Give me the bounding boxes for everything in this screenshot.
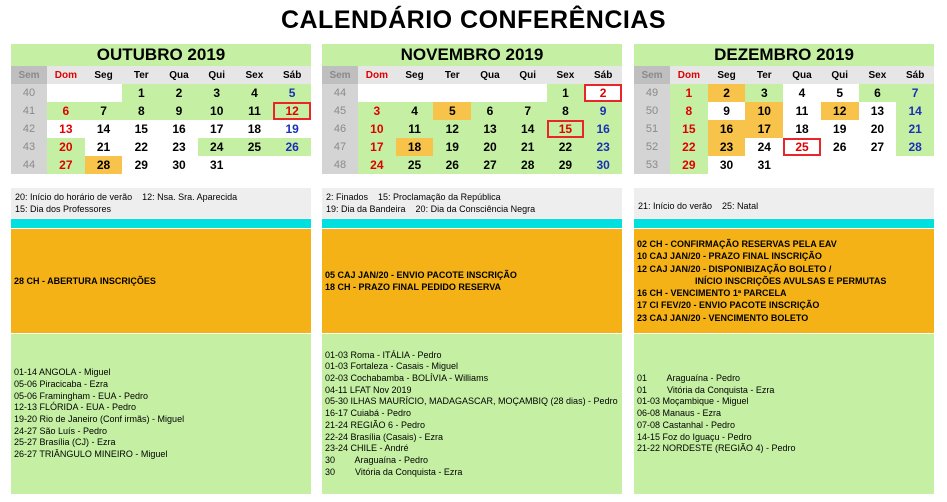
day-cell: 7: [509, 102, 547, 120]
event-line: 30 Vitória da Conquista - Ezra: [325, 466, 463, 477]
holiday-notes: [11, 188, 311, 218]
event-line: 25-27 Brasília (CJ) - Ezra: [14, 437, 116, 448]
event-line: 21-24 REGIÃO 6 - Pedro: [325, 419, 426, 430]
day-cell: 11: [783, 102, 821, 120]
day-cell: 30: [584, 156, 622, 174]
event-line: 01-03 Moçambique - Miguel: [637, 396, 749, 407]
day-cell: 21: [509, 138, 547, 156]
day-cell: 16: [708, 120, 746, 138]
day-cell: 5: [273, 84, 311, 102]
event-line: 01-03 Fortaleza - Casais - Miguel: [325, 361, 459, 372]
day-cell: 10: [358, 120, 396, 138]
deadlines-panel: [634, 229, 934, 333]
day-cell: 23: [584, 138, 622, 156]
cyan-divider: [322, 219, 622, 228]
day-cell: 22: [547, 138, 585, 156]
week-number: 50: [634, 102, 670, 120]
day-cell: 29: [122, 156, 160, 174]
deadline-line: 28 CH - ABERTURA INSCRIÇÕES: [14, 275, 156, 286]
weekday-header: Qui: [198, 66, 236, 84]
holiday-line: 2: Finados 15: Proclamação da República: [326, 192, 501, 202]
holiday-line: 19: Dia da Bandeira 20: Dia da Consciência Negra: [326, 204, 536, 214]
day-cell: 13: [859, 102, 897, 120]
day-cell: [896, 156, 934, 174]
event-line: 22-24 Brasília (Casais) - Ezra: [325, 431, 444, 442]
event-line: 07-08 Castanhal - Pedro: [637, 419, 736, 430]
day-cell: 26: [433, 156, 471, 174]
day-cell: [433, 84, 471, 102]
day-cell: 16: [584, 120, 622, 138]
day-cell: 19: [821, 120, 859, 138]
week-number: 40: [11, 84, 47, 102]
event-line: 01 Araguaína - Pedro: [637, 373, 741, 384]
day-cell: 23: [160, 138, 198, 156]
weekday-header: Seg: [708, 66, 746, 84]
day-cell: 4: [236, 84, 274, 102]
day-cell: 13: [471, 120, 509, 138]
weekday-header: Sex: [859, 66, 897, 84]
day-cell: 22: [670, 138, 708, 156]
day-cell: 24: [745, 138, 783, 156]
day-cell: 4: [396, 102, 434, 120]
event-line: 14-15 Foz do Iguaçu - Pedro: [637, 431, 752, 442]
day-cell: 26: [273, 138, 311, 156]
day-cell: 20: [47, 138, 85, 156]
week-number: 44: [11, 156, 47, 174]
day-cell: [236, 156, 274, 174]
day-cell: 17: [745, 120, 783, 138]
weekday-header: Ter: [433, 66, 471, 84]
week-number: 42: [11, 120, 47, 138]
day-cell: 9: [584, 102, 622, 120]
day-cell: [358, 84, 396, 102]
cyan-divider: [11, 219, 311, 228]
day-cell: 31: [745, 156, 783, 174]
day-cell: 22: [122, 138, 160, 156]
day-cell: 31: [198, 156, 236, 174]
day-cell: 6: [859, 84, 897, 102]
day-cell: 28: [509, 156, 547, 174]
day-cell: [396, 84, 434, 102]
month-title: OUTUBRO 2019: [11, 44, 311, 66]
event-line: 05-06 Framingham - EUA - Pedro: [14, 390, 149, 401]
day-cell: 18: [236, 120, 274, 138]
day-cell: 3: [745, 84, 783, 102]
deadline-line: 05 CAJ JAN/20 - ENVIO PACOTE INSCRIÇÃO: [325, 269, 517, 280]
weekday-header: Qua: [160, 66, 198, 84]
deadline-line: 17 CI FEV/20 - ENVIO PACOTE INSCRIÇÃO: [637, 300, 820, 311]
day-cell: 19: [433, 138, 471, 156]
week-number: 44: [322, 84, 358, 102]
month-grid: [634, 66, 934, 174]
day-cell: 12: [821, 102, 859, 120]
event-line: 01-14 ANGOLA - Miguel: [14, 367, 111, 378]
event-line: 04-11 LFAT Nov 2019: [325, 384, 412, 395]
day-cell: 21: [85, 138, 123, 156]
month-title: NOVEMBRO 2019: [322, 44, 622, 66]
day-cell: [509, 84, 547, 102]
week-number: 43: [11, 138, 47, 156]
event-line: 06-08 Manaus - Ezra: [637, 408, 722, 419]
weekday-header: Sáb: [584, 66, 622, 84]
week-number: 48: [322, 156, 358, 174]
day-cell: 2: [584, 84, 622, 102]
weekday-header: Ter: [745, 66, 783, 84]
day-cell: 18: [396, 138, 434, 156]
weekday-header: Sex: [547, 66, 585, 84]
day-cell: 16: [160, 120, 198, 138]
day-cell: [859, 156, 897, 174]
event-line: 19-20 Rio de Janeiro (Conf irmãs) - Miguel: [14, 414, 185, 424]
day-cell: 11: [236, 102, 274, 120]
day-cell: 20: [859, 120, 897, 138]
day-cell: 7: [85, 102, 123, 120]
events-panel: [634, 334, 934, 494]
day-cell: 17: [358, 138, 396, 156]
day-cell: 29: [547, 156, 585, 174]
weekday-header: Sáb: [896, 66, 934, 84]
day-cell: 7: [896, 84, 934, 102]
weekday-header: Seg: [85, 66, 123, 84]
holiday-notes: [322, 188, 622, 218]
deadlines-panel: [11, 229, 311, 333]
day-cell: 15: [547, 120, 585, 138]
day-cell: 23: [708, 138, 746, 156]
event-line: 01 Vitória da Conquista - Ezra: [637, 384, 775, 395]
day-cell: 30: [160, 156, 198, 174]
day-cell: 5: [821, 84, 859, 102]
week-number: 52: [634, 138, 670, 156]
event-line: 05-30 ILHAS MAURÍCIO, MADAGASCAR, MOÇAMBIQ (28 dias) - Pedro: [325, 396, 618, 407]
day-cell: 4: [783, 84, 821, 102]
deadline-line: 02 CH - CONFIRMAÇÃO RESERVAS PELA EAV: [637, 238, 837, 249]
month-0: [11, 44, 311, 174]
event-line: 30 Araguaína - Pedro: [325, 454, 429, 465]
day-cell: 19: [273, 120, 311, 138]
month-grid: [11, 66, 311, 174]
day-cell: 14: [896, 102, 934, 120]
event-line: 02-03 Cochabamba - BOLÍVIA - Williams: [325, 373, 489, 384]
day-cell: 24: [358, 156, 396, 174]
month-grid: [322, 66, 622, 174]
event-line: 05-06 Piracicaba - Ezra: [14, 378, 109, 389]
day-cell: [273, 156, 311, 174]
day-cell: 15: [122, 120, 160, 138]
event-line: 23-24 CHILE - André: [325, 443, 409, 454]
day-cell: [821, 156, 859, 174]
weekday-header: Qui: [821, 66, 859, 84]
week-number: 41: [11, 102, 47, 120]
day-cell: 21: [896, 120, 934, 138]
weekday-header: Dom: [670, 66, 708, 84]
deadlines-panel: [322, 229, 622, 333]
holiday-line: 15: Dia dos Professores: [15, 204, 112, 214]
day-cell: 29: [670, 156, 708, 174]
day-cell: 1: [670, 84, 708, 102]
weekday-header: Seg: [396, 66, 434, 84]
day-cell: 12: [433, 120, 471, 138]
day-cell: 25: [236, 138, 274, 156]
month-title: DEZEMBRO 2019: [634, 44, 934, 66]
day-cell: [783, 156, 821, 174]
day-cell: 3: [198, 84, 236, 102]
day-cell: 20: [471, 138, 509, 156]
event-line: 16-17 Cuiabá - Pedro: [325, 408, 412, 419]
day-cell: 14: [85, 120, 123, 138]
event-line: 26-27 TRIÂNGULO MINEIRO - Miguel: [14, 449, 168, 460]
day-cell: 28: [896, 138, 934, 156]
deadline-line: 12 CAJ JAN/20 - DISPONIBIZAÇÃO BOLETO /: [637, 263, 832, 274]
weekday-header: Sex: [236, 66, 274, 84]
event-line: 24-27 São Luís - Pedro: [14, 425, 108, 436]
deadline-line: 18 CH - PRAZO FINAL PEDIDO RESERVA: [325, 282, 502, 292]
day-cell: 2: [160, 84, 198, 102]
weekday-header: Sáb: [273, 66, 311, 84]
weekday-header: Sem: [11, 66, 47, 84]
day-cell: 1: [547, 84, 585, 102]
month-1: [322, 44, 622, 174]
day-cell: [471, 84, 509, 102]
day-cell: 26: [821, 138, 859, 156]
weekday-header: Qua: [783, 66, 821, 84]
day-cell: 18: [783, 120, 821, 138]
deadline-line: 16 CH - VENCIMENTO 1ª PARCELA: [637, 288, 787, 299]
event-line: 01-03 Roma - ITÁLIA - Pedro: [325, 349, 442, 360]
month-2: [634, 44, 934, 174]
day-cell: 9: [160, 102, 198, 120]
day-cell: 3: [358, 102, 396, 120]
event-line: 12-13 FLÓRIDA - EUA - Pedro: [14, 402, 137, 413]
day-cell: 25: [783, 138, 821, 156]
day-cell: 17: [198, 120, 236, 138]
day-cell: 9: [708, 102, 746, 120]
events-panel: [11, 334, 311, 494]
weekday-header: Sem: [634, 66, 670, 84]
day-cell: 28: [85, 156, 123, 174]
cyan-divider: [634, 219, 934, 228]
day-cell: 10: [198, 102, 236, 120]
week-number: 49: [634, 84, 670, 102]
day-cell: [85, 84, 123, 102]
deadline-line: 23 CAJ JAN/20 - VENCIMENTO BOLETO: [637, 312, 809, 323]
weekday-header: Qua: [471, 66, 509, 84]
day-cell: 8: [547, 102, 585, 120]
day-cell: 5: [433, 102, 471, 120]
day-cell: 1: [122, 84, 160, 102]
day-cell: 25: [396, 156, 434, 174]
week-number: 51: [634, 120, 670, 138]
weekday-header: Sem: [322, 66, 358, 84]
week-number: 47: [322, 138, 358, 156]
day-cell: 15: [670, 120, 708, 138]
day-cell: 30: [708, 156, 746, 174]
day-cell: 24: [198, 138, 236, 156]
day-cell: 13: [47, 120, 85, 138]
weekday-header: Dom: [47, 66, 85, 84]
week-number: 53: [634, 156, 670, 174]
deadline-line: 10 CAJ JAN/20 - PRAZO FINAL INSCRIÇÃO: [637, 251, 822, 262]
weekday-header: Dom: [358, 66, 396, 84]
holiday-notes: [634, 188, 934, 218]
day-cell: 8: [670, 102, 708, 120]
day-cell: 10: [745, 102, 783, 120]
day-cell: 14: [509, 120, 547, 138]
day-cell: 6: [47, 102, 85, 120]
day-cell: 27: [471, 156, 509, 174]
day-cell: 11: [396, 120, 434, 138]
event-line: 21-22 NORDESTE (REGIÃO 4) - Pedro: [637, 443, 796, 454]
week-number: 46: [322, 120, 358, 138]
deadline-line: INÍCIO INSCRIÇÕES AVULSAS E PERMUTAS: [695, 275, 887, 286]
page-title: CALENDÁRIO CONFERÊNCIAS: [280, 6, 667, 34]
weekday-header: Qui: [509, 66, 547, 84]
day-cell: 2: [708, 84, 746, 102]
weekday-header: Ter: [122, 66, 160, 84]
events-panel: [322, 334, 622, 494]
day-cell: 12: [273, 102, 311, 120]
day-cell: 8: [122, 102, 160, 120]
holiday-line: 21: Início do verão 25: Natal: [638, 201, 759, 211]
day-cell: [47, 84, 85, 102]
day-cell: 27: [859, 138, 897, 156]
day-cell: 6: [471, 102, 509, 120]
week-number: 45: [322, 102, 358, 120]
day-cell: 27: [47, 156, 85, 174]
holiday-line: 20: Início do horário de verão 12: Nsa. Sra. Aparecida: [15, 192, 238, 202]
